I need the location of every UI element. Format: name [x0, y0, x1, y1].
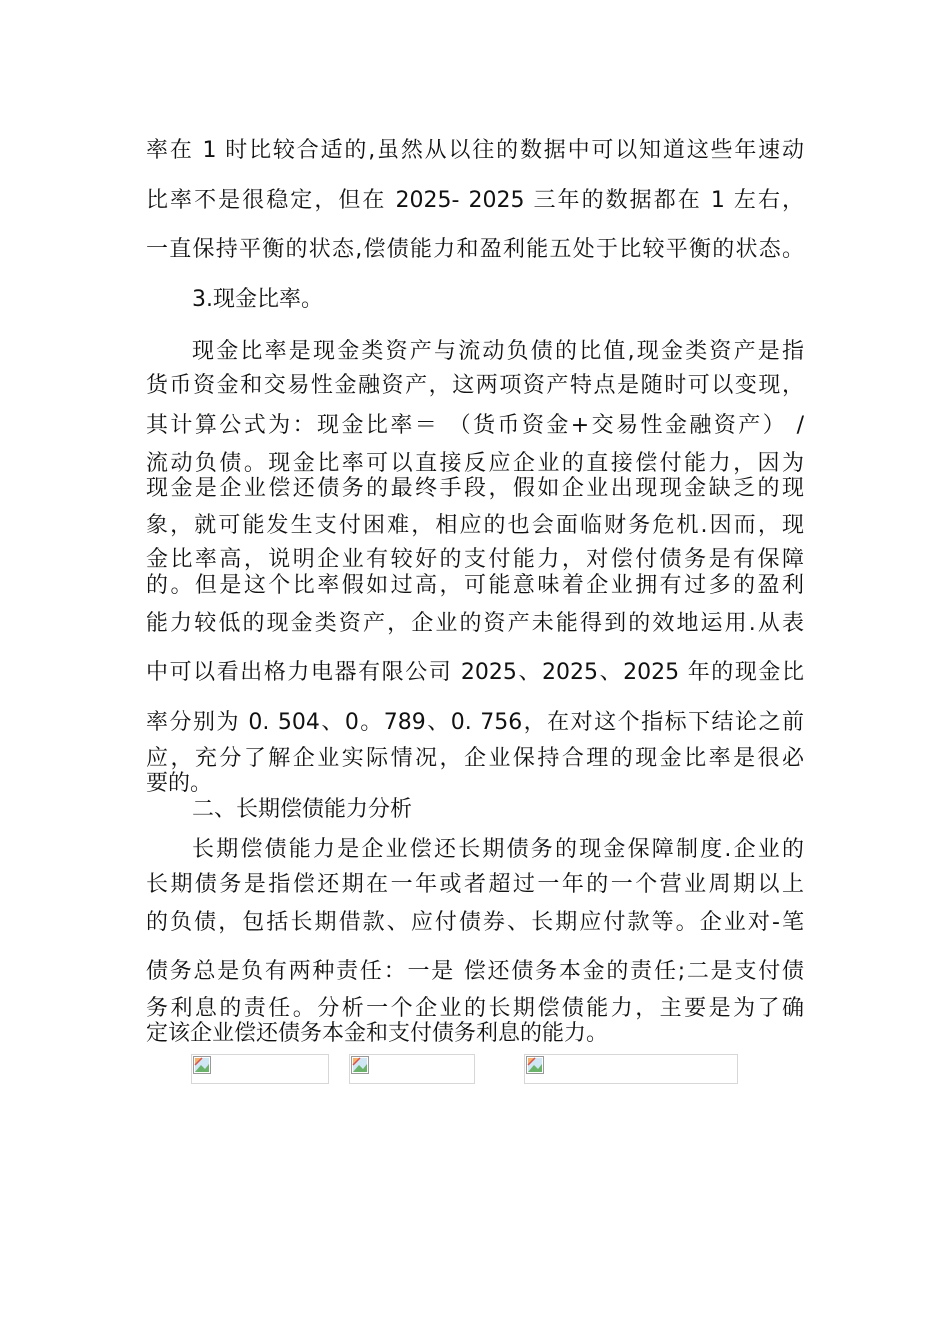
image-placeholder — [191, 1054, 329, 1084]
text-line: 长期偿债能力是企业偿还长期债务的现金保障制度.企业的 — [192, 837, 804, 862]
text-line: 现金比率是现金类资产与流动负债的比值,现金类资产是指 — [192, 339, 804, 364]
text-line: 率分别为 0. 504、0。789、0. 756，在对这个指标下结论之前 — [146, 710, 804, 735]
text-line: 象，就可能发生支付困难，相应的也会面临财务危机.因而，现 — [146, 513, 804, 538]
section-heading: 3.现金比率。 — [192, 287, 323, 312]
text-line: 流动负债。现金比率可以直接反应企业的直接偿付能力，因为 — [146, 451, 804, 476]
text-line: 金比率高，说明企业有较好的支付能力，对偿付债务是有保障 — [146, 547, 804, 572]
text-line: 率在 1 时比较合适的,虽然从以往的数据中可以知道这些年速动 — [146, 138, 804, 163]
text-line: 应，充分了解企业实际情况，企业保持合理的现金比率是很必 — [146, 746, 804, 771]
broken-image-icon — [193, 1056, 211, 1074]
text-line: 比率不是很稳定，但在 2025- 2025 三年的数据都在 1 左右， — [146, 188, 804, 213]
broken-image-icon — [351, 1056, 369, 1074]
text-line: 现金是企业偿还债务的最终手段，假如企业出现现金缺乏的现 — [146, 476, 804, 501]
text-line: 的。但是这个比率假如过高，可能意味着企业拥有过多的盈利 — [146, 573, 804, 598]
text-line: 中可以看出格力电器有限公司 2025、2025、2025 年的现金比 — [146, 660, 804, 685]
formula-line: 其计算公式为：现金比率＝ （货币资金+交易性金融资产） / — [146, 413, 804, 438]
text-line: 一直保持平衡的状态,偿债能力和盈利能五处于比较平衡的状态。 — [146, 237, 804, 262]
text-line: 债务总是负有两种责任：一是 偿还债务本金的责任;二是支付债 — [146, 959, 804, 984]
section-heading: 二、长期偿债能力分析 — [192, 797, 413, 822]
image-placeholder — [349, 1054, 475, 1084]
text-line: 能力较低的现金类资产，企业的资产未能得到的效地运用.从表 — [146, 611, 804, 636]
text-line: 长期债务是指偿还期在一年或者超过一年的一个营业周期以上 — [146, 872, 804, 897]
text-line: 务利息的责任。分析一个企业的长期偿债能力，主要是为了确 — [146, 996, 804, 1021]
text-line: 定该企业偿还债务本金和支付债务利息的能力。 — [146, 1021, 609, 1046]
text-line: 要的。 — [146, 771, 213, 796]
text-line: 的负债，包括长期借款、应付债券、长期应付款等。企业对-笔 — [146, 910, 804, 935]
image-placeholder — [524, 1054, 738, 1084]
text-line: 货币资金和交易性金融资产，这两项资产特点是随时可以变现， — [146, 373, 804, 398]
broken-image-icon — [526, 1056, 544, 1074]
